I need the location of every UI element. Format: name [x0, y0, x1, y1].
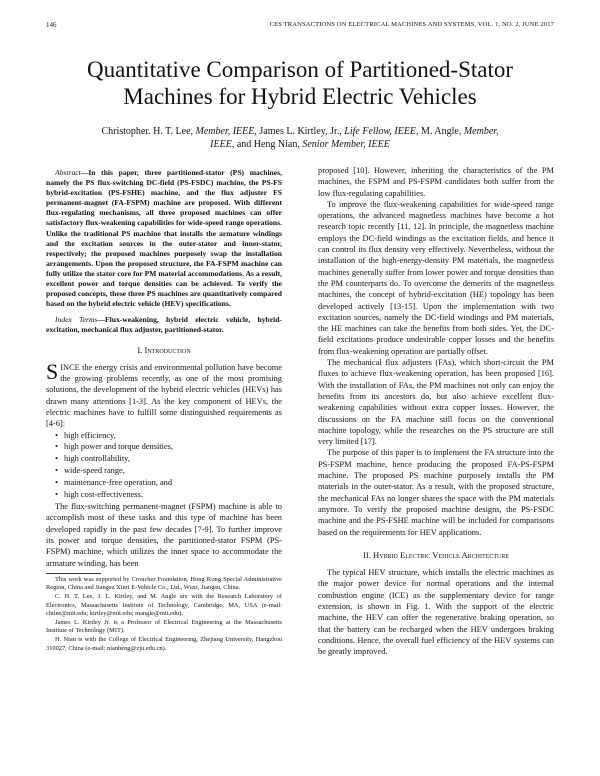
footnote: This work was supported by Croucher Foundation, Hong Kong Special Administrative Region, China and Jiangsu Xinri E-Vehicle Co., Ltd., Wuxi, Jiangsu, China. — [46, 575, 282, 592]
author-list — [100, 125, 500, 151]
abstract — [46, 168, 282, 309]
footnote-divider — [46, 573, 101, 574]
intro-paragraph-2: The flux-switching permanent-magnet (FSPM) machine is able to accomplish most of these tasks and this type of machine has been developed rapidly in the past few decades [7-9]. To further improve its power and torque densities, the partitioned-stator FSPM (PS-FSPM) machine, which utilizes the inner space to accommodate the armature winding, has been — [46, 502, 282, 568]
author-2: , James L. Kirtley, Jr., — [254, 126, 342, 137]
right-column — [318, 165, 554, 657]
list-item: • maintenance-free operation, and — [55, 477, 282, 489]
running-head: CES TRANSACTIONS ON ELECTRICAL MACHINES AND SYSTEMS, VOL. 1, NO. 2, JUNE 2017 — [269, 21, 554, 28]
section-2-heading: II. Hybrid Electric Vehicle Architecture — [362, 549, 510, 560]
requirements-list — [46, 430, 282, 501]
footnote: H. Nian is with the College of Electrical Engineering, Zhejiang University, Hangzhou 310027, China (e-mail: nianheng@zju.edu.cn). — [46, 635, 282, 652]
page-number: 146 — [46, 21, 57, 29]
author-4: , and Heng Nian, — [231, 139, 300, 150]
author-1-role: Member, IEEE — [195, 126, 255, 137]
left-column — [46, 168, 282, 653]
author-3: , M. Angle, — [416, 126, 462, 137]
index-terms — [46, 315, 282, 335]
author-2-role: Life Fellow, IEEE — [344, 126, 417, 137]
intro-paragraph-3: To improve the flux-weakening capabilities for wide-speed range operations, the advanced magnetless machines have become a hot research topic recently [11, 12]. In principle, the magnetless machine employs the DC-field windings as the excitation fields, and hence it can control its flux density very effectively. Nevertheless, without the installation of the high-energy-density PM materials, the magnetless machines generally suffer from lower power and torque densities than the PM counterparts do. To overcome the demerits of the magnetless machines, the concept of hybrid-excitation (HE) topology has been developed actively [13-15]. Upon the implementation with two excitation sources, namely the DC-field windings and PM materials, the HE machines can take the benefits from both sides. Yet, the DC-field excitations produce undesirable copper losses and the benefits from flux-weakening operation are partially offset. — [318, 199, 554, 356]
list-item: • high power and torque densities, — [55, 441, 282, 453]
paper-title: Quantitative Comparison of Partitioned-Stator Machines for Hybrid Electric Vehicles — [86, 57, 514, 109]
list-item: • high efficiency, — [55, 430, 282, 442]
intro-paragraph-5: The purpose of this paper is to implement the FA structure into the PS-FSPM machine, hence producing the proposed FA-PS-FSPM machine. The proposed PS machine purposely installs the PM materials in the outer-stator. As a result, with the proposed structure, the mechanical FAs no longer shares the space with the PM materials anymore. To verify the proposed machine designs, the PS-FSDC machine and the PS-FSHE machine will be included for comparisons based on the requirements for HEV applications. — [318, 448, 554, 537]
index-terms-label: Index Terms — [55, 315, 98, 325]
list-item: • wide-speed range, — [55, 465, 282, 477]
hev-paragraph-1: The typical HEV structure, which installs the electric machines as the major power device for normal operations and the internal combustion engine (ICE) as the supplementary device for range extension, is shown in Fig. 1. With the support of the electric machine, the HEV can offer the regenerative braking operation, so that the battery can be recharged when the HEV undergoes braking conditions. Hence, the overall fuel efficiency of the HEV systems can be greatly improved. — [318, 568, 554, 657]
list-item: • high cost-effectiveness. — [55, 489, 282, 501]
intro-paragraph-2-continued: proposed [10]. However, inheriting the characteristics of the PM machines, the FSPM and PS-FSPM candidates both suffer from the low flux-regulating capabilities. — [318, 166, 554, 198]
index-terms-text: —Flux-weakening, hybrid electric vehicle, hybrid-excitation, mechanical flux adjuster, partitioned-stator. — [46, 315, 282, 335]
intro-paragraph-1: SINCE the energy crisis and environmental pollution have become the growing problems recently, as one of the most promising solutions, the development of the hybrid electric vehicles (HEVs) has drawn many attentions [1-3]. As the key component of HEVs, the electric machines have to fulfill some distinguished requirements as [4-6]: — [46, 358, 282, 429]
drop-cap: S — [46, 358, 59, 384]
author-4-role: Senior Member, IEEE — [302, 139, 390, 150]
abstract-text: —In this paper, three partitioned-stator (PS) machines, namely the PS flux-switching DC-field (PS-FSDC) machine, the PS-FS hybrid-excitation (PS-FSHE) machine, and the flux adjuster FS permanent-magnet (FA-FSPM) machine are proposed. With different flux-regulating mechanisms, all three proposed machines can offer satisfactory flux-weakening capabilities for wide-speed range operations. Unlike the traditional PS machine that installs the armature windings and the excitation sources in the outer-stator and inner-stator, respectively; the proposed machines purposely swap the installation arrangements. Upon the proposed structure, the FA-FSPM machine can fully utilize the stator core for PM material accommodations. As a result, excellent power and torque densities can be achieved. To verify the proposed concepts, these three PS machines are quantitatively compared based on the hybrid electric vehicle (HEV) specifications. — [46, 168, 282, 309]
section-1-heading: I. Introduction — [137, 344, 191, 355]
footnote: James L. Kirtley Jr. is a Professor of Electrical Engineering at the Massachusetts Institute of Technology (MIT). — [46, 618, 282, 635]
author-1: Christopher. H. T. Lee, — [101, 126, 194, 137]
intro-paragraph-4: The mechanical flux adjusters (FAs), which short-circuit the PM fluxes to achieve flux-weakening operation, has been proposed [16]. With the installation of FAs, the PM machines not only can enjoy the benefits from its ancestors do, but also achieve excellent flux-weakening capabilities without extra copper losses. However, the discussions on the FA machine still focus on the conventional machine topology, while the researches on the PS structure are still very limited [17]. — [318, 358, 554, 447]
author-3-role: Member, IEEE — [210, 126, 499, 150]
abstract-label: Abstract — [55, 168, 81, 177]
footnote: C. H. T. Lee, J. L. Kirtley, and M. Angle are with the Research Laboratory of Electronics, Massachusetts Institute of Technology, Cambridge, MA, USA (e-mail: chtlee@mit.edu; kirtley@mit.edu; mangle@mit.edu). — [46, 592, 282, 618]
list-item: • high controllability, — [55, 453, 282, 465]
